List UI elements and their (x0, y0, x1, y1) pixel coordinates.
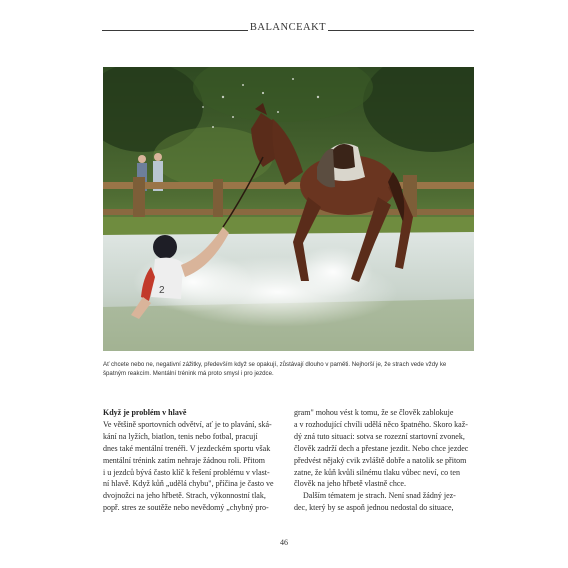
page-number: 46 (280, 538, 288, 547)
body-line: dec, který by se aspoň jednou nedostal do situace, (294, 503, 454, 513)
body-line: popř. stres ze soutěže nebo nevědomý „chybný pro- (103, 503, 269, 513)
svg-text:2: 2 (159, 285, 165, 296)
body-line: dý zná tuto situaci: sotva se rozezní startovní zvonek, (294, 431, 465, 441)
body-line: Ve většině sportovních odvětví, ať je to plavání, ská- (103, 419, 272, 429)
text-column-right (294, 407, 474, 514)
header-rule-right (328, 30, 474, 31)
body-line: člověk zadrží dech a přestane jezdit. Nebo chce jezdec (294, 443, 469, 453)
body-line: gram" mohou vést k tomu, že se člověk zablokuje (294, 408, 454, 417)
caption-line: Ať chcete nebo ne, negativní zážitky, především když se opakují, zůstávají dlouho v paměti. Nejhorší je, že strach vede vždy ke (103, 361, 447, 368)
running-header (102, 22, 474, 38)
body-line: člověk na jeho hřbetě vlastně chce. (294, 479, 406, 489)
text-column-left (103, 407, 283, 514)
body-line: a v rozhodující chvíli udělá něco špatného. Skoro kaž- (294, 419, 468, 429)
horse-photo (103, 67, 474, 351)
body-line: předvést nějaký cvik zvláště dobře a natolik se přitom (294, 455, 467, 465)
body-line: dnes také mentální trenéři. V jezdeckém sportu však (103, 443, 271, 453)
body-line: kání na lyžích, biatlon, tenis nebo fotbal, pracují (103, 431, 258, 441)
body-line: zatne, že kůň kvůli silnému tlaku vůbec neví, co ten (294, 467, 460, 477)
body-line: i u jezdců bývá často klíč k řešení problému v vlast- (103, 467, 270, 477)
body-line: ní hlavě. Když kůň „udělá chybu", příčina je často ve (103, 479, 274, 489)
body-line: dvojnožci na jeho hřbetě. Strach, výkonnostní tlak, (103, 491, 266, 501)
body-line: mentální trénink zatím nehraje žádnou roli. Přitom (103, 455, 265, 465)
body-line: Dalším tématem je strach. Není snad žádný jez- (303, 491, 456, 501)
section-heading: Když je problém v hlavě (103, 408, 187, 417)
chapter-title: BALANCEAKT (249, 22, 327, 33)
caption-line: špatným reakcím. Mentální trénink má proto smysl i pro jezdce. (103, 370, 274, 377)
photo-caption (103, 360, 474, 378)
horse-photo-illustration (103, 67, 474, 351)
